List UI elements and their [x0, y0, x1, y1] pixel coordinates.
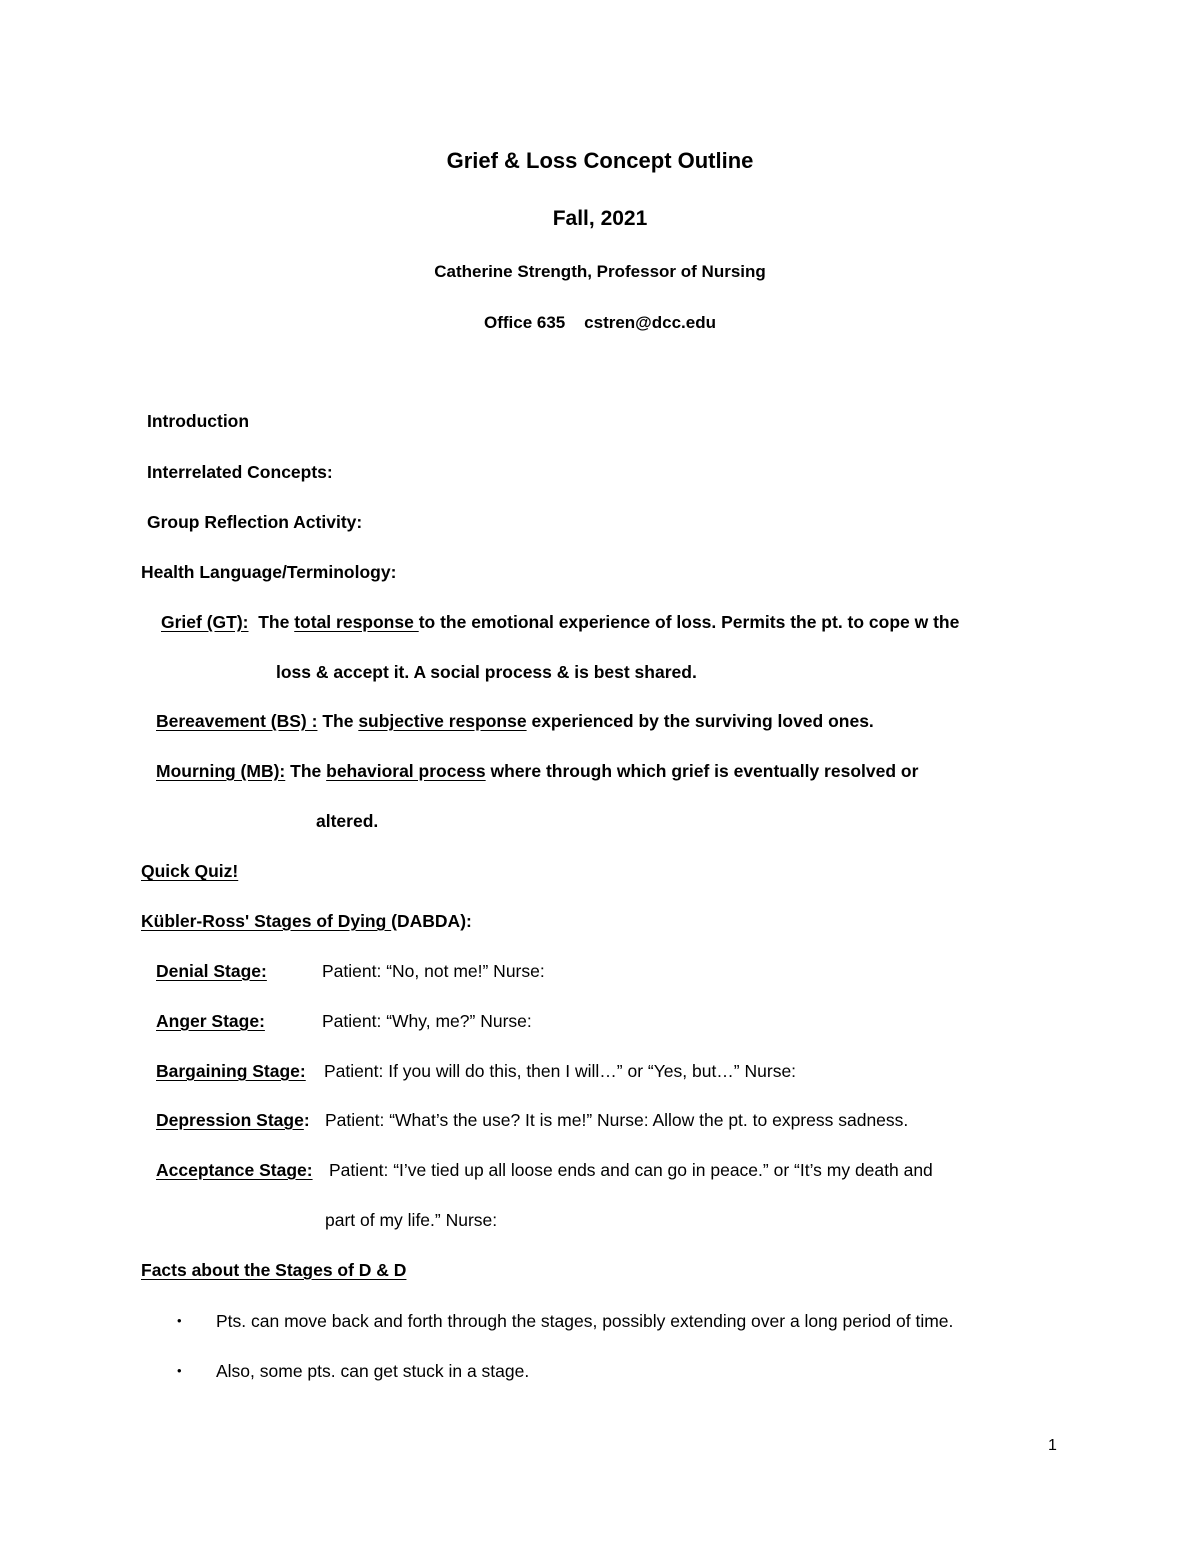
stage-anger-label: Anger Stage:	[156, 1011, 265, 1031]
stage-depression-text: Patient: “What’s the use? It is me!” Nurse: Allow the pt. to express sadness.	[325, 1110, 909, 1130]
stage-depression-label: Depression Stage	[156, 1110, 304, 1130]
term-bereavement-label: Bereavement (BS) :	[156, 711, 318, 731]
stage-acceptance-label: Acceptance Stage:	[156, 1160, 313, 1180]
stage-depression	[156, 1109, 310, 1131]
term-grief	[161, 611, 959, 633]
bullet-icon: •	[177, 1363, 182, 1378]
stage-bargaining-label: Bargaining Stage:	[156, 1061, 306, 1081]
page-number: 1	[1048, 1437, 1057, 1454]
term-mourning-line2: altered.	[316, 811, 379, 831]
office: Office 635	[483, 313, 566, 332]
stage-bargaining-text: Patient: If you will do this, then I will…” or “Yes, but…” Nurse:	[324, 1061, 797, 1081]
term: Fall, 2021	[552, 207, 648, 230]
section-introduction: Introduction	[147, 411, 250, 431]
term-mourning-rest: where through which grief is eventually resolved or	[485, 761, 919, 781]
facts-bullet-1: Pts. can move back and forth through the stages, possibly extending over a long period of time.	[216, 1311, 954, 1331]
facts-bullet-2: Also, some pts. can get stuck in a stage.	[216, 1361, 530, 1381]
kubler-ross-heading-suffix: (DABDA):	[391, 911, 472, 931]
section-interrelated-concepts: Interrelated Concepts:	[147, 462, 333, 482]
term-grief-rest: to the emotional experience of loss. Permits the pt. to cope w the	[418, 612, 960, 632]
stage-denial-text: Patient: “No, not me!” Nurse:	[322, 961, 545, 981]
contact-line	[0, 312, 1200, 334]
term-mourning-key: behavioral process	[326, 761, 486, 781]
facts-heading: Facts about the Stages of D & D	[141, 1260, 407, 1280]
term-bereavement	[156, 710, 874, 732]
document-title: Grief & Loss Concept Outline	[446, 148, 754, 173]
email: cstren@dcc.edu	[584, 313, 716, 332]
section-health-language: Health Language/Terminology:	[141, 562, 397, 582]
term-grief-line2: loss & accept it. A social process & is best shared.	[276, 662, 697, 682]
term-mourning-label: Mourning (MB):	[156, 761, 286, 781]
term-grief-pre: The	[258, 612, 295, 632]
term-bereavement-key: subjective response	[358, 711, 527, 731]
instructor-line: Catherine Strength, Professor of Nursing	[434, 262, 766, 281]
section-group-reflection: Group Reflection Activity:	[147, 512, 363, 532]
stage-denial-label: Denial Stage:	[156, 961, 267, 981]
stage-acceptance-text-line2: part of my life.” Nurse:	[325, 1210, 498, 1230]
quick-quiz-heading: Quick Quiz!	[141, 861, 239, 881]
stage-anger-text: Patient: “Why, me?” Nurse:	[322, 1011, 532, 1031]
bullet-icon: •	[177, 1313, 182, 1328]
term-grief-label: Grief (GT):	[161, 612, 249, 632]
stage-depression-colon: :	[303, 1110, 310, 1130]
kubler-ross-heading	[141, 910, 472, 932]
term-mourning	[156, 760, 918, 782]
term-mourning-pre: The	[290, 761, 327, 781]
kubler-ross-heading-text: Kübler-Ross' Stages of Dying	[141, 911, 392, 931]
stage-acceptance-text: Patient: “I’ve tied up all loose ends and can go in peace.” or “It’s my death and	[329, 1160, 933, 1180]
term-bereavement-rest: experienced by the surviving loved ones.	[526, 711, 874, 731]
term-grief-key: total response	[294, 612, 419, 632]
term-bereavement-pre: The	[322, 711, 359, 731]
